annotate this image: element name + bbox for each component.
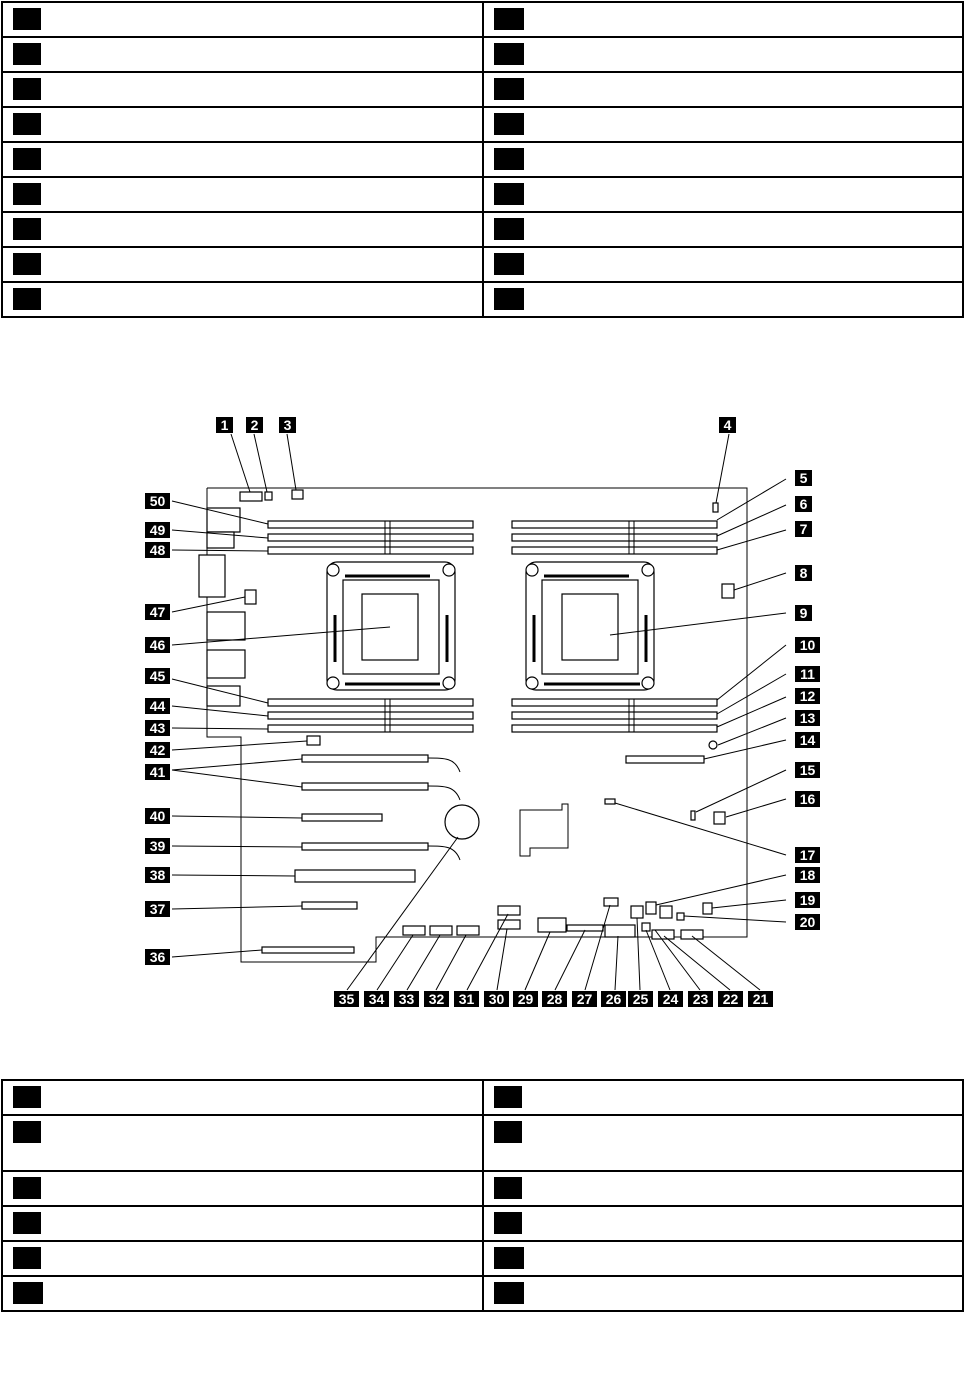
callout-label <box>795 710 820 726</box>
callout-label-text: 9 <box>799 605 808 621</box>
connector-47 <box>245 590 256 604</box>
callout-label-text: 25 <box>632 991 649 1007</box>
table-cell <box>483 1276 964 1311</box>
callout-label-text: 12 <box>799 688 816 704</box>
table-cell <box>2 177 483 212</box>
callout-label-text: 4 <box>723 417 732 433</box>
callout-label <box>145 720 170 736</box>
table-cell <box>2 1080 483 1115</box>
callout-badge <box>494 218 524 240</box>
callout-label <box>795 565 812 581</box>
table-row <box>2 1206 963 1241</box>
callout-label <box>145 867 170 883</box>
callout-badge <box>494 8 524 30</box>
callout-label-text: 18 <box>799 867 816 883</box>
top-legend-table <box>1 1 964 318</box>
callout-badge <box>494 183 524 205</box>
component-42 <box>307 736 320 745</box>
callout-label-text: 7 <box>799 521 808 537</box>
callout-label <box>454 991 479 1007</box>
table-cell <box>483 1171 964 1206</box>
callout-label <box>719 417 736 433</box>
table-cell <box>483 1241 964 1276</box>
callout-label <box>246 417 263 433</box>
table-row <box>2 1241 963 1276</box>
callout-label-text: 47 <box>149 604 166 620</box>
callout-label <box>795 470 812 486</box>
table-cell <box>483 1080 964 1115</box>
chipset-outline <box>520 804 568 856</box>
table-cell <box>2 72 483 107</box>
callout-badge <box>13 253 41 275</box>
table-cell <box>2 212 483 247</box>
callout-badge <box>494 1212 522 1234</box>
callout-label <box>795 605 812 621</box>
table-cell <box>483 1206 964 1241</box>
callout-label <box>795 847 820 863</box>
callout-label-text: 33 <box>398 991 415 1007</box>
callout-label <box>795 914 820 930</box>
callout-label <box>216 417 233 433</box>
callout-label-text: 41 <box>149 764 166 780</box>
system-board-diagram <box>0 400 965 1020</box>
callout-label <box>658 991 683 1007</box>
callout-label <box>795 688 820 704</box>
callout-badge <box>494 78 524 100</box>
callout-label-text: 28 <box>546 991 563 1007</box>
table-row <box>2 177 963 212</box>
cpu-socket-left <box>327 562 455 690</box>
callout-label <box>145 742 170 758</box>
callout-label-text: 23 <box>692 991 709 1007</box>
callout-label <box>145 493 170 509</box>
callout-label <box>795 867 820 883</box>
callout-label-text: 13 <box>799 710 816 726</box>
callout-badge <box>13 148 41 170</box>
callout-label-text: 1 <box>220 417 229 433</box>
callout-label <box>145 668 170 684</box>
callout-label-text: 29 <box>517 991 534 1007</box>
callout-label-text: 44 <box>149 698 166 714</box>
table-cell <box>483 282 964 317</box>
table-cell <box>483 37 964 72</box>
callout-label-text: 32 <box>428 991 445 1007</box>
callout-label <box>145 542 170 558</box>
table-cell <box>2 1171 483 1206</box>
callout-badge <box>13 43 41 65</box>
callout-badge <box>494 253 524 275</box>
callout-badge <box>13 1086 41 1108</box>
table-cell <box>483 72 964 107</box>
callout-label-text: 10 <box>799 637 816 653</box>
component-20 <box>677 913 684 920</box>
callout-label-text: 38 <box>149 867 166 883</box>
callout-label <box>145 949 170 965</box>
table-row <box>2 1115 963 1171</box>
callout-badge <box>494 1247 524 1269</box>
connector-1 <box>240 492 262 501</box>
callout-label-text: 30 <box>488 991 505 1007</box>
callout-label-text: 6 <box>799 496 808 512</box>
callout-badge <box>13 1121 41 1143</box>
table-cell <box>483 1115 964 1171</box>
callout-badge <box>494 1086 522 1108</box>
callout-label <box>795 892 820 908</box>
callout-label <box>795 496 812 512</box>
callout-badge <box>494 148 524 170</box>
callout-label-text: 24 <box>662 991 679 1007</box>
callout-label-text: 34 <box>368 991 385 1007</box>
callout-label-text: 3 <box>283 417 292 433</box>
table-cell <box>2 107 483 142</box>
table-cell <box>2 1115 483 1171</box>
table-row <box>2 1171 963 1206</box>
callout-label <box>795 666 820 682</box>
component-17 <box>605 799 615 804</box>
callout-label <box>145 604 170 620</box>
callout-label <box>748 991 773 1007</box>
connector-4 <box>713 503 718 512</box>
table-row <box>2 282 963 317</box>
bottom-legend-table <box>1 1079 964 1312</box>
callout-label-text: 50 <box>149 493 166 509</box>
callout-label-text: 15 <box>799 762 816 778</box>
callout-badge <box>13 288 41 310</box>
memory-slots-bottom-right <box>512 699 717 732</box>
table-row <box>2 212 963 247</box>
callout-label <box>145 901 170 917</box>
table-cell <box>483 142 964 177</box>
table-cell <box>2 142 483 177</box>
callout-label-text: 8 <box>799 565 808 581</box>
callout-label-text: 46 <box>149 637 166 653</box>
table-cell <box>483 2 964 37</box>
callout-badge <box>13 113 41 135</box>
callout-label <box>795 732 820 748</box>
table-cell <box>2 247 483 282</box>
table-cell <box>483 177 964 212</box>
callout-label-text: 11 <box>800 666 815 682</box>
callout-label <box>145 764 170 780</box>
callout-badge <box>13 1212 41 1234</box>
callout-label-text: 43 <box>149 720 166 736</box>
callout-label <box>572 991 597 1007</box>
callout-label <box>279 417 296 433</box>
callout-label <box>145 808 170 824</box>
cpu-socket-right <box>526 562 654 690</box>
callout-label <box>145 838 170 854</box>
callout-label <box>601 991 626 1007</box>
coin-battery <box>445 805 479 839</box>
callout-badge <box>13 1177 41 1199</box>
table-row <box>2 2 963 37</box>
callout-badge <box>494 113 524 135</box>
callout-label-text: 39 <box>149 838 166 854</box>
table-row <box>2 107 963 142</box>
table-cell <box>2 1241 483 1276</box>
component-13 <box>709 741 717 749</box>
callout-label <box>334 991 359 1007</box>
callout-label-text: 2 <box>250 417 259 433</box>
callout-label-text: 14 <box>799 732 816 748</box>
callout-label-text: 21 <box>752 991 769 1007</box>
callout-label-text: 16 <box>799 791 816 807</box>
callout-badge <box>494 1282 524 1304</box>
callout-label-text: 17 <box>799 847 816 863</box>
callout-label <box>718 991 743 1007</box>
callout-label-text: 22 <box>722 991 739 1007</box>
callout-badge <box>494 43 524 65</box>
callout-label <box>145 522 170 538</box>
callout-badge <box>13 218 41 240</box>
callout-label-text: 42 <box>149 742 166 758</box>
callout-badge <box>494 1177 522 1199</box>
callout-label-text: 31 <box>458 991 475 1007</box>
table-cell <box>2 37 483 72</box>
callout-label <box>364 991 389 1007</box>
callout-label-text: 20 <box>799 914 816 930</box>
component-16 <box>714 812 725 824</box>
table-cell <box>483 107 964 142</box>
callout-badge <box>494 288 524 310</box>
table-row <box>2 1276 963 1311</box>
callout-label <box>513 991 538 1007</box>
callout-label-text: 40 <box>149 808 166 824</box>
callout-label <box>628 991 653 1007</box>
callout-label-text: 48 <box>149 542 166 558</box>
table-cell <box>2 282 483 317</box>
callout-label-text: 45 <box>149 668 166 684</box>
table-row <box>2 37 963 72</box>
rear-io-ports <box>199 508 245 706</box>
callout-label <box>795 791 820 807</box>
callout-label-text: 37 <box>149 901 166 917</box>
component-15 <box>691 811 695 820</box>
callout-label-text: 5 <box>799 470 808 486</box>
callout-label <box>394 991 419 1007</box>
callout-badge <box>494 1121 522 1143</box>
connector-8 <box>722 584 734 598</box>
connector-2 <box>265 492 272 500</box>
connector-3 <box>292 490 303 499</box>
callout-label-text: 27 <box>576 991 593 1007</box>
top-legend-body <box>2 2 963 317</box>
table-row <box>2 142 963 177</box>
callout-label-text: 49 <box>149 522 166 538</box>
callout-label <box>145 698 170 714</box>
callout-badge <box>13 78 41 100</box>
table-row <box>2 1080 963 1115</box>
table-row <box>2 72 963 107</box>
callout-label <box>688 991 713 1007</box>
callout-label <box>795 762 820 778</box>
memory-slots-top-right <box>512 521 717 554</box>
callout-badge <box>13 8 41 30</box>
callout-label-text: 26 <box>605 991 622 1007</box>
table-row <box>2 247 963 282</box>
callout-label-text: 35 <box>338 991 355 1007</box>
table-cell <box>483 212 964 247</box>
callout-badge <box>13 1282 43 1304</box>
memory-slots-bottom-left <box>268 699 473 732</box>
bottom-legend-body <box>2 1080 963 1311</box>
callout-label <box>484 991 509 1007</box>
callout-label <box>795 521 812 537</box>
callout-label <box>795 637 820 653</box>
callout-label <box>542 991 567 1007</box>
memory-slots-top-left <box>268 521 473 554</box>
callout-badge <box>13 1247 41 1269</box>
table-cell <box>483 247 964 282</box>
callout-label-text: 36 <box>149 949 166 965</box>
callout-badge <box>13 183 41 205</box>
table-cell <box>2 1276 483 1311</box>
callout-label-text: 19 <box>799 892 816 908</box>
callout-label <box>424 991 449 1007</box>
table-cell <box>2 1206 483 1241</box>
callout-label <box>145 637 170 653</box>
table-cell <box>2 2 483 37</box>
component-19 <box>703 903 712 914</box>
